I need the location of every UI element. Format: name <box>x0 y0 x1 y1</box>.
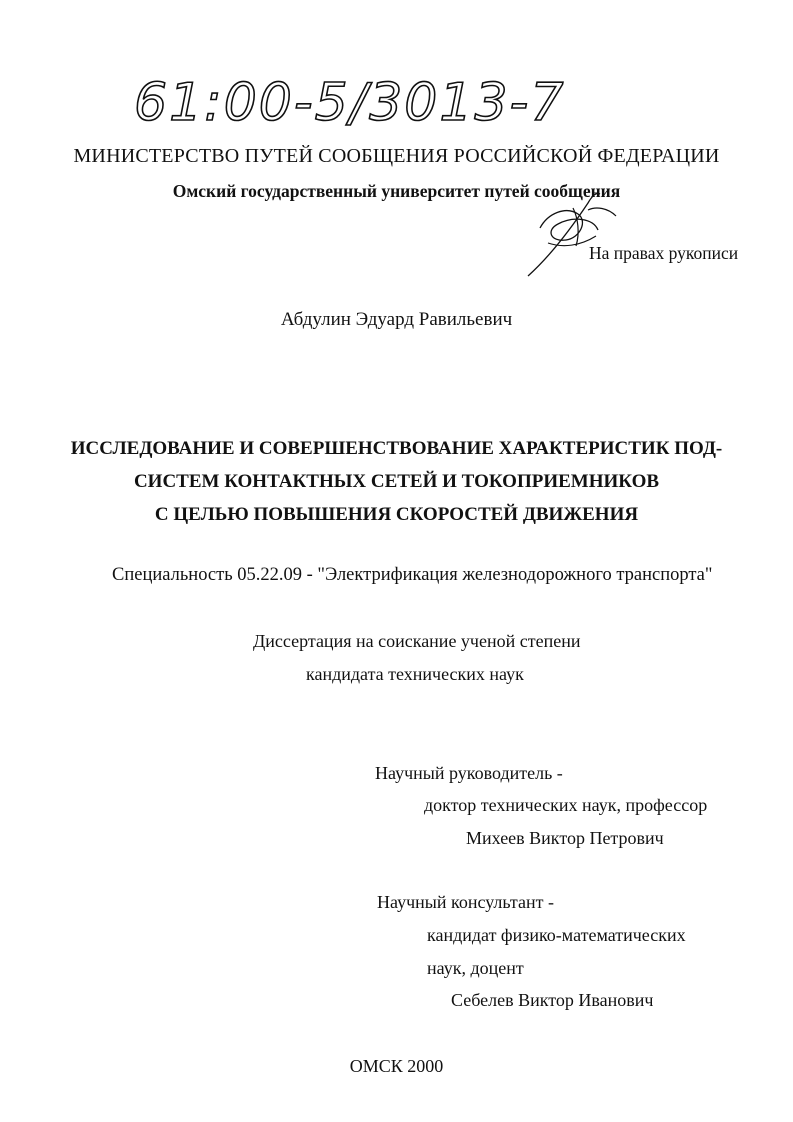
specialty-line: Специальность 05.22.09 - "Электрификация железнодорожного транспорта" <box>112 565 713 585</box>
consultant-degree-line-1: кандидат физико-математических <box>427 925 686 945</box>
consultant-name: Себелев Виктор Иванович <box>451 990 654 1010</box>
consultant-degree-line-2: наук, доцент <box>427 958 524 978</box>
handwritten-archive-code <box>130 62 566 142</box>
city-year: ОМСК 2000 <box>349 1056 444 1076</box>
supervisor-name: Михеев Виктор Петрович <box>466 828 664 848</box>
rights-note: На правах рукописи <box>589 243 739 263</box>
supervisor-role: Научный руководитель - <box>375 763 563 783</box>
dissertation-line-1: Диссертация на соискание ученой степени <box>253 631 581 651</box>
title-line-3: С ЦЕЛЬЮ ПОВЫШЕНИЯ СКОРОСТЕЙ ДВИЖЕНИЯ <box>154 504 639 525</box>
author-name: Абдулин Эдуард Равильевич <box>280 309 513 330</box>
supervisor-degree: доктор технических наук, профессор <box>424 795 708 815</box>
ministry-heading: МИНИСТЕРСТВО ПУТЕЙ СООБЩЕНИЯ РОССИЙСКОЙ ФЕДЕРАЦИИ <box>73 145 720 167</box>
title-line-2: СИСТЕМ КОНТАКТНЫХ СЕТЕЙ И ТОКОПРИЕМНИКОВ <box>133 471 660 492</box>
dissertation-line-2: кандидата технических наук <box>306 664 524 684</box>
signature-mark <box>518 188 623 280</box>
university-name: Омский государственный университет путей сообщения <box>172 181 621 201</box>
title-line-1: ИССЛЕДОВАНИЕ И СОВЕРШЕНСТВОВАНИЕ ХАРАКТЕРИСТИК ПОД- <box>70 438 723 459</box>
handwritten-code-text: 61:00-5/3013-7 <box>134 73 566 133</box>
consultant-role: Научный консультант - <box>377 892 554 912</box>
